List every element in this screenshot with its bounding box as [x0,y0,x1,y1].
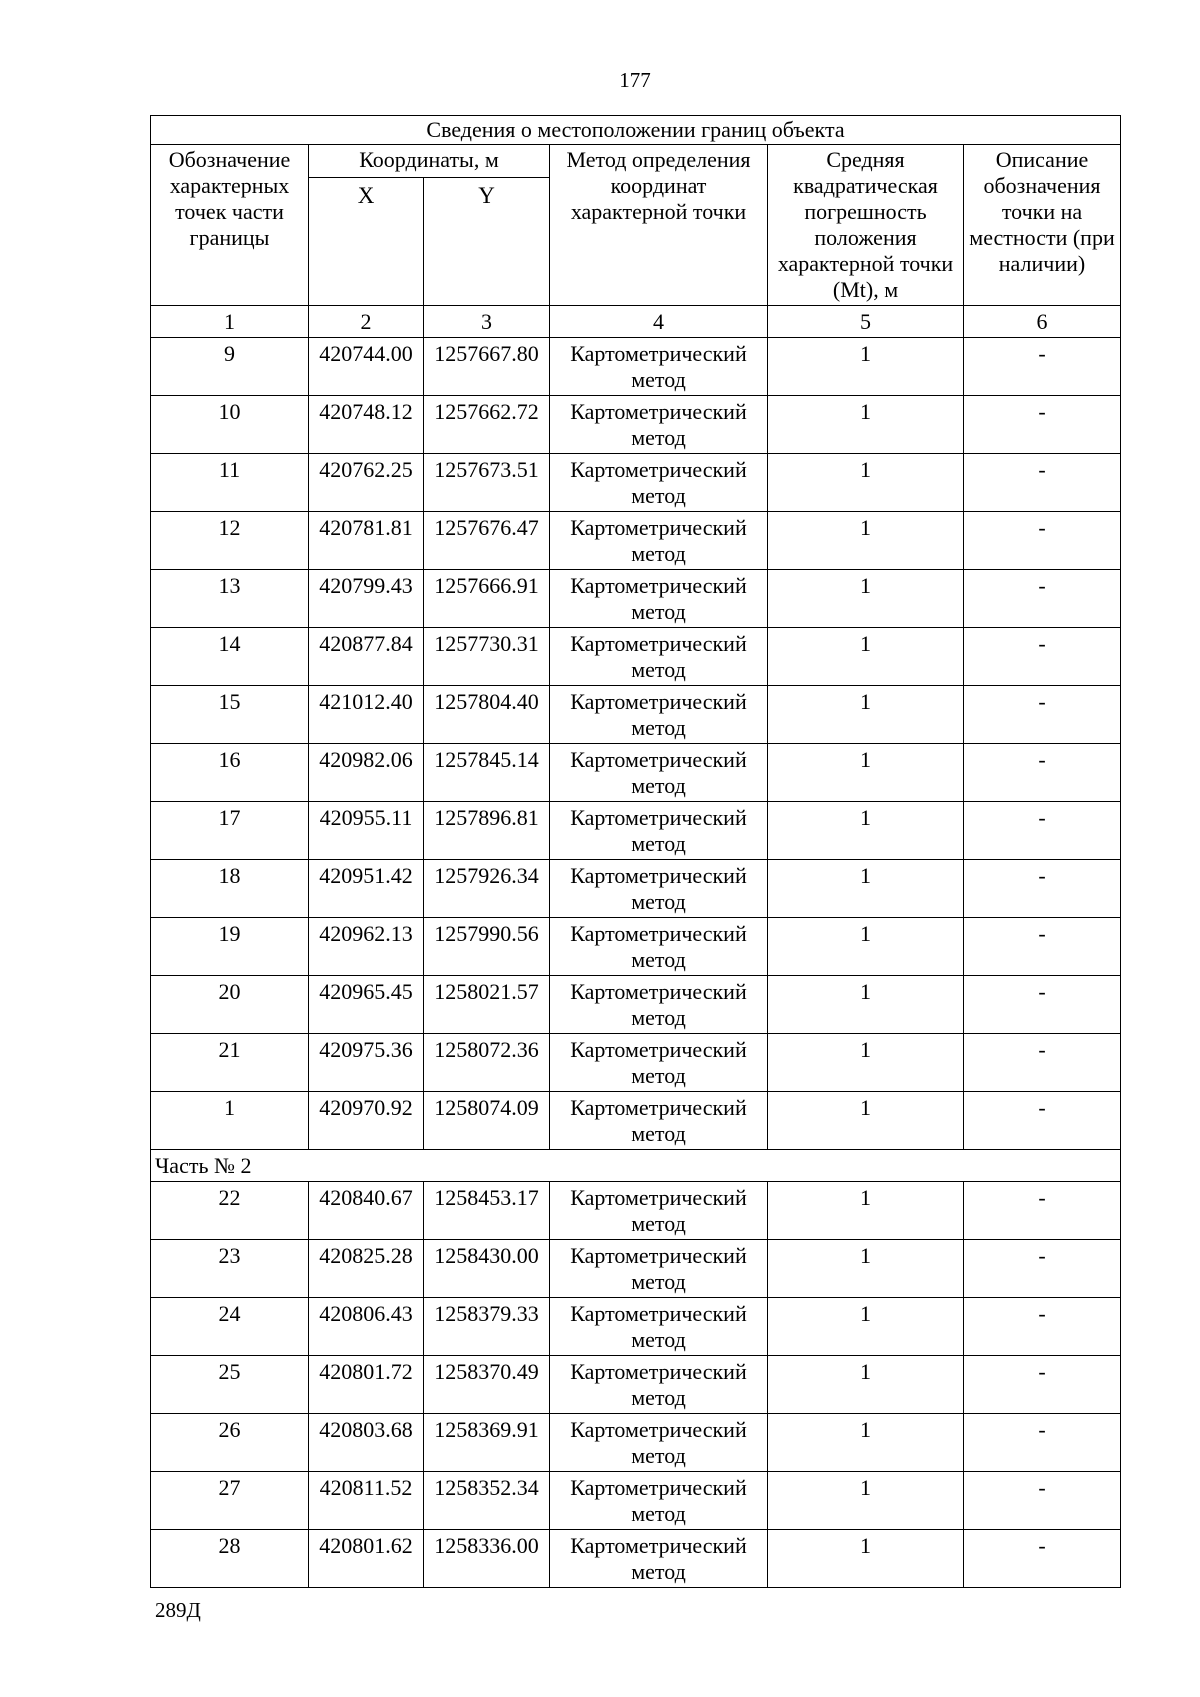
point-number-cell: 19 [151,918,309,976]
x-coordinate-cell: 420877.84 [309,628,424,686]
description-cell: - [964,1182,1121,1240]
point-number-cell: 26 [151,1414,309,1472]
point-number-cell: 28 [151,1530,309,1588]
point-number-cell: 16 [151,744,309,802]
point-number-cell: 18 [151,860,309,918]
section-label: Часть № 2 [151,1150,1121,1182]
method-cell: Картометрический метод [550,918,768,976]
point-number-cell: 17 [151,802,309,860]
page-number: 177 [619,68,651,92]
mt-error-cell: 1 [768,1472,964,1530]
y-coordinate-cell: 1258430.00 [424,1240,550,1298]
table-row [151,1092,1121,1150]
x-coordinate-cell: 420781.81 [309,512,424,570]
table-row [151,976,1121,1034]
x-coordinate-cell: 420962.13 [309,918,424,976]
col-header-mt-error: Средняя квадратическая погрешность положения характерной точки (Mt), м [768,145,964,306]
y-coordinate-cell: 1258453.17 [424,1182,550,1240]
y-coordinate-cell: 1257676.47 [424,512,550,570]
table-row [151,1356,1121,1414]
method-cell: Картометрический метод [550,1092,768,1150]
mt-error-cell: 1 [768,454,964,512]
point-number-cell: 27 [151,1472,309,1530]
x-coordinate-cell: 421012.40 [309,686,424,744]
mt-error-cell: 1 [768,1414,964,1472]
mt-error-cell: 1 [768,976,964,1034]
column-number-3: 3 [424,306,550,338]
table-row [151,1530,1121,1588]
x-coordinate-cell: 420951.42 [309,860,424,918]
y-coordinate-cell: 1257666.91 [424,570,550,628]
method-cell: Картометрический метод [550,1530,768,1588]
y-coordinate-cell: 1257896.81 [424,802,550,860]
table-row [151,686,1121,744]
mt-error-cell: 1 [768,1356,964,1414]
x-coordinate-cell: 420982.06 [309,744,424,802]
table-row [151,1414,1121,1472]
x-coordinate-cell: 420975.36 [309,1034,424,1092]
method-cell: Картометрический метод [550,512,768,570]
mt-error-cell: 1 [768,1034,964,1092]
table-row [151,1240,1121,1298]
point-number-cell: 14 [151,628,309,686]
x-coordinate-cell: 420955.11 [309,802,424,860]
y-coordinate-cell: 1258336.00 [424,1530,550,1588]
table-row [151,860,1121,918]
document-footer-code: 289Д [155,1598,201,1622]
table-row [151,918,1121,976]
description-cell: - [964,338,1121,396]
mt-error-cell: 1 [768,628,964,686]
x-coordinate-cell: 420801.62 [309,1530,424,1588]
column-number-1: 1 [151,306,309,338]
point-number-cell: 12 [151,512,309,570]
boundary-points-table [150,115,1121,1588]
table-row [151,396,1121,454]
method-cell: Картометрический метод [550,976,768,1034]
description-cell: - [964,686,1121,744]
description-cell: - [964,1034,1121,1092]
method-cell: Картометрический метод [550,1240,768,1298]
table-row [151,1034,1121,1092]
description-cell: - [964,1356,1121,1414]
point-number-cell: 11 [151,454,309,512]
y-coordinate-cell: 1258369.91 [424,1414,550,1472]
point-number-cell: 1 [151,1092,309,1150]
column-number-4: 4 [550,306,768,338]
method-cell: Картометрический метод [550,1034,768,1092]
description-cell: - [964,1092,1121,1150]
description-cell: - [964,1472,1121,1530]
point-number-cell: 10 [151,396,309,454]
mt-error-cell: 1 [768,860,964,918]
y-coordinate-cell: 1257845.14 [424,744,550,802]
y-coordinate-cell: 1257730.31 [424,628,550,686]
column-number-2: 2 [309,306,424,338]
mt-error-cell: 1 [768,802,964,860]
description-cell: - [964,802,1121,860]
description-cell: - [964,512,1121,570]
col-header-x: X [309,178,424,306]
method-cell: Картометрический метод [550,1182,768,1240]
x-coordinate-cell: 420965.45 [309,976,424,1034]
y-coordinate-cell: 1257990.56 [424,918,550,976]
description-cell: - [964,860,1121,918]
point-number-cell: 24 [151,1298,309,1356]
description-cell: - [964,454,1121,512]
point-number-cell: 15 [151,686,309,744]
point-number-cell: 22 [151,1182,309,1240]
table-row [151,338,1121,396]
y-coordinate-cell: 1258352.34 [424,1472,550,1530]
col-header-coordinates: Координаты, м [309,145,550,178]
method-cell: Картометрический метод [550,1472,768,1530]
description-cell: - [964,744,1121,802]
section-row [151,1150,1121,1182]
mt-error-cell: 1 [768,570,964,628]
x-coordinate-cell: 420744.00 [309,338,424,396]
table-title-row [151,116,1121,145]
y-coordinate-cell: 1258021.57 [424,976,550,1034]
x-coordinate-cell: 420806.43 [309,1298,424,1356]
method-cell: Картометрический метод [550,1298,768,1356]
mt-error-cell: 1 [768,1240,964,1298]
method-cell: Картометрический метод [550,744,768,802]
col-header-description: Описание обозначения точки на местности (при наличии) [964,145,1121,306]
point-number-cell: 23 [151,1240,309,1298]
mt-error-cell: 1 [768,512,964,570]
col-header-point-designation: Обозначение характерных точек части границы [151,145,309,306]
method-cell: Картометрический метод [550,802,768,860]
y-coordinate-cell: 1257673.51 [424,454,550,512]
method-cell: Картометрический метод [550,628,768,686]
y-coordinate-cell: 1258074.09 [424,1092,550,1150]
table-header-row [151,145,1121,178]
description-cell: - [964,976,1121,1034]
y-coordinate-cell: 1257804.40 [424,686,550,744]
description-cell: - [964,1240,1121,1298]
method-cell: Картометрический метод [550,338,768,396]
x-coordinate-cell: 420799.43 [309,570,424,628]
column-number-6: 6 [964,306,1121,338]
method-cell: Картометрический метод [550,686,768,744]
point-number-cell: 9 [151,338,309,396]
mt-error-cell: 1 [768,1298,964,1356]
description-cell: - [964,628,1121,686]
mt-error-cell: 1 [768,744,964,802]
table-row [151,744,1121,802]
description-cell: - [964,396,1121,454]
x-coordinate-cell: 420825.28 [309,1240,424,1298]
table-row [151,1298,1121,1356]
description-cell: - [964,1414,1121,1472]
y-coordinate-cell: 1258072.36 [424,1034,550,1092]
mt-error-cell: 1 [768,338,964,396]
y-coordinate-cell: 1257926.34 [424,860,550,918]
mt-error-cell: 1 [768,918,964,976]
point-number-cell: 20 [151,976,309,1034]
description-cell: - [964,918,1121,976]
table-title: Сведения о местоположении границ объекта [151,116,1121,145]
y-coordinate-cell: 1258379.33 [424,1298,550,1356]
col-header-y: Y [424,178,550,306]
description-cell: - [964,1298,1121,1356]
method-cell: Картометрический метод [550,454,768,512]
table-row [151,1182,1121,1240]
point-number-cell: 21 [151,1034,309,1092]
point-number-cell: 13 [151,570,309,628]
x-coordinate-cell: 420811.52 [309,1472,424,1530]
y-coordinate-cell: 1257667.80 [424,338,550,396]
method-cell: Картометрический метод [550,570,768,628]
mt-error-cell: 1 [768,396,964,454]
table-row [151,628,1121,686]
description-cell: - [964,1530,1121,1588]
table-row [151,802,1121,860]
mt-error-cell: 1 [768,1092,964,1150]
x-coordinate-cell: 420801.72 [309,1356,424,1414]
method-cell: Картометрический метод [550,860,768,918]
col-header-method: Метод определения координат характерной точки [550,145,768,306]
x-coordinate-cell: 420748.12 [309,396,424,454]
x-coordinate-cell: 420762.25 [309,454,424,512]
x-coordinate-cell: 420803.68 [309,1414,424,1472]
x-coordinate-cell: 420970.92 [309,1092,424,1150]
x-coordinate-cell: 420840.67 [309,1182,424,1240]
mt-error-cell: 1 [768,1530,964,1588]
mt-error-cell: 1 [768,686,964,744]
y-coordinate-cell: 1257662.72 [424,396,550,454]
description-cell: - [964,570,1121,628]
column-numbers-row [151,306,1121,338]
method-cell: Картометрический метод [550,1414,768,1472]
mt-error-cell: 1 [768,1182,964,1240]
y-coordinate-cell: 1258370.49 [424,1356,550,1414]
point-number-cell: 25 [151,1356,309,1414]
table-row [151,1472,1121,1530]
method-cell: Картометрический метод [550,1356,768,1414]
table-row [151,454,1121,512]
method-cell: Картометрический метод [550,396,768,454]
column-number-5: 5 [768,306,964,338]
table-row [151,512,1121,570]
table-row [151,570,1121,628]
